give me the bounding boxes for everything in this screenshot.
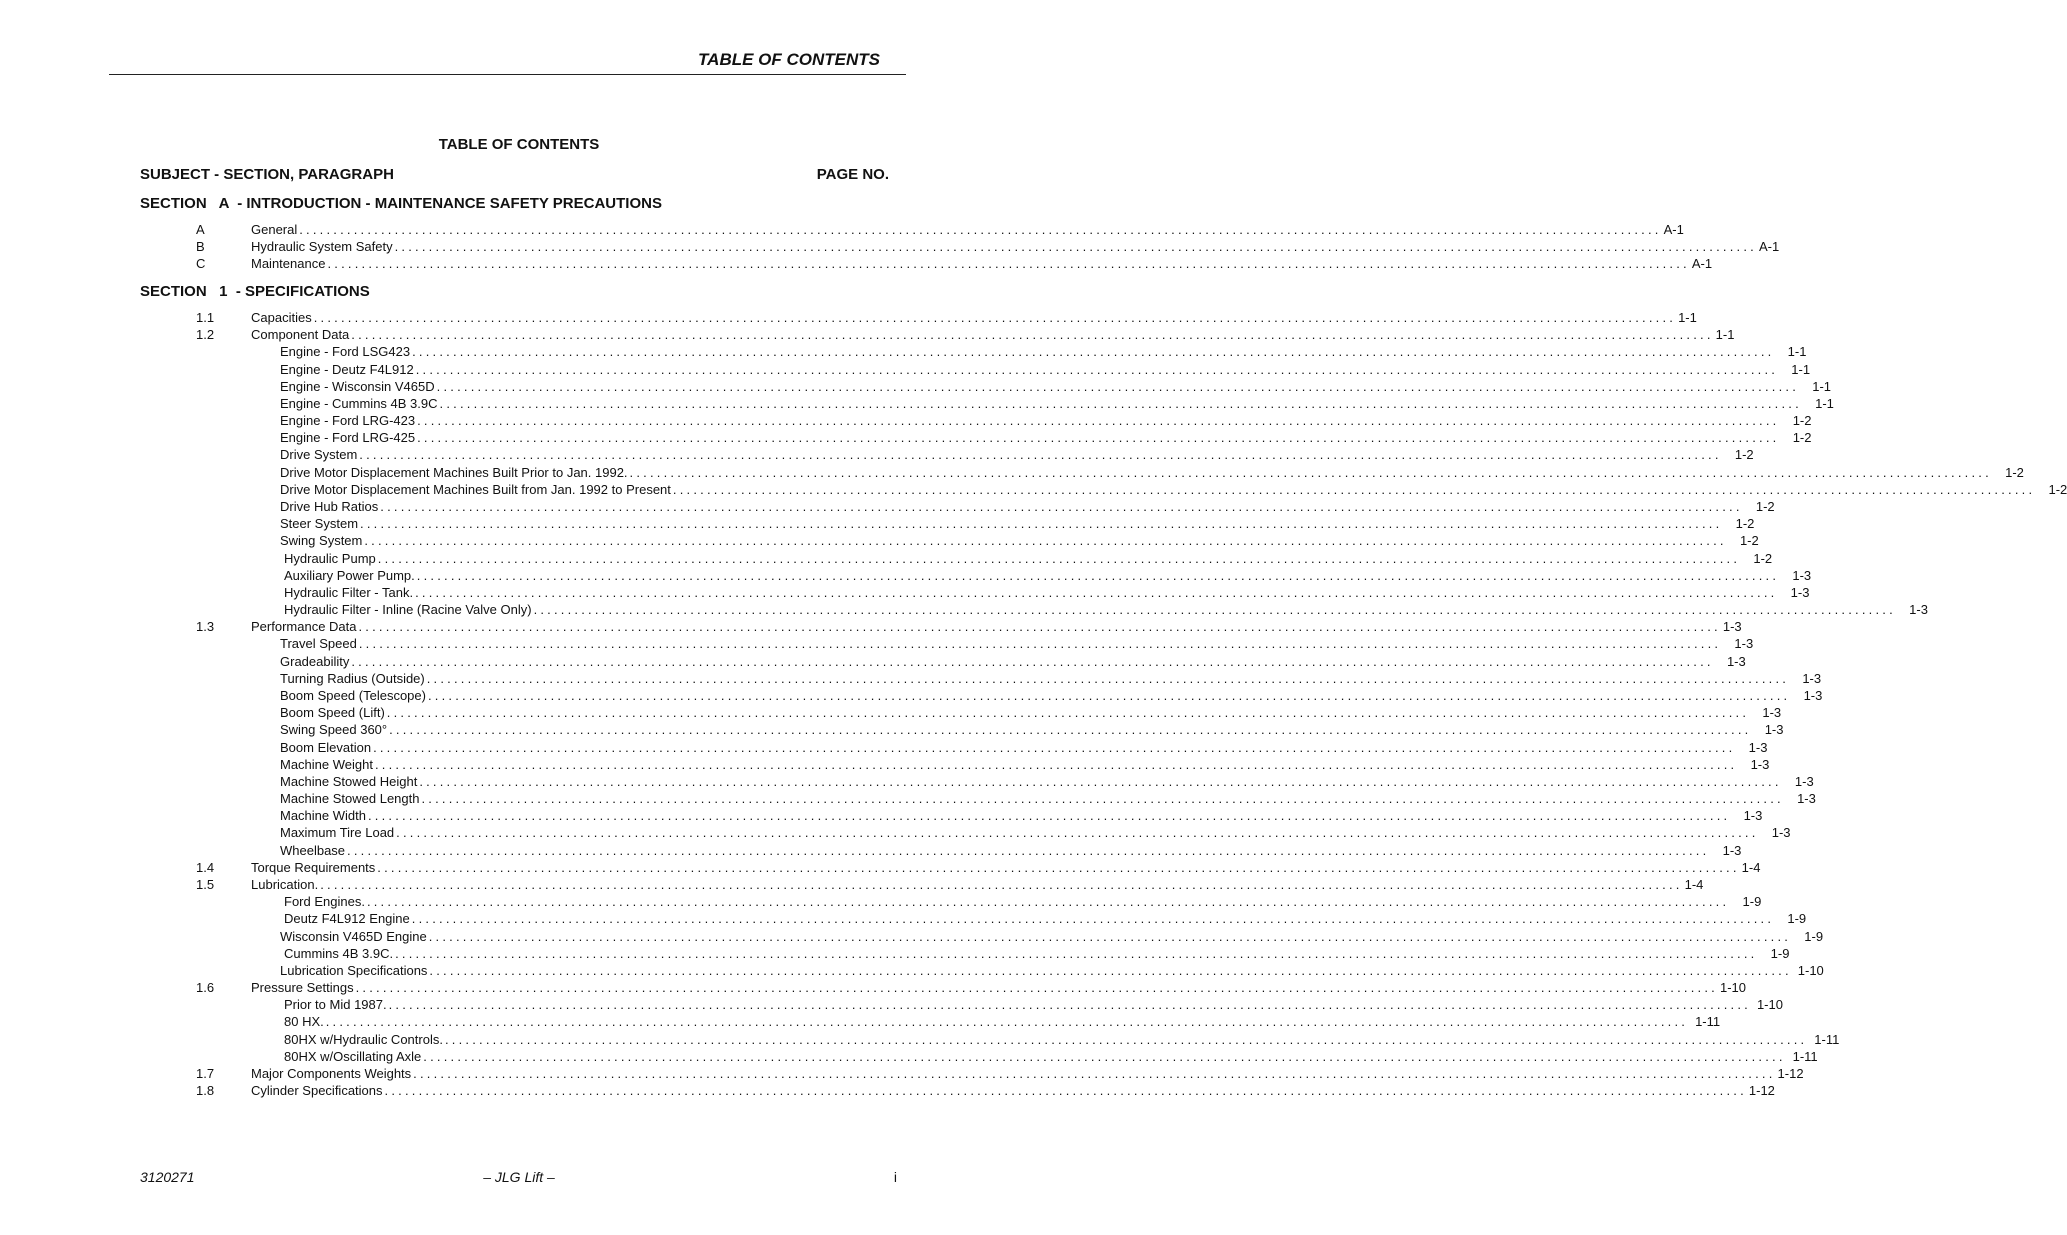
toc-leader-dots: ........................................................................................................................................................................................................ bbox=[325, 1014, 1689, 1030]
toc-entry[interactable] bbox=[0, 653, 1746, 670]
toc-leader-dots: ........................................................................................................................................................................................................ bbox=[367, 808, 1731, 824]
toc-leader-dots: ........................................................................................................................................................................................................ bbox=[416, 567, 1780, 583]
toc-entry-title: General bbox=[251, 222, 298, 237]
toc-entry[interactable] bbox=[0, 773, 1814, 790]
section-heading: SECTION 1 - SPECIFICATIONS bbox=[140, 283, 370, 300]
toc-entry[interactable] bbox=[0, 721, 1784, 738]
toc-entry-page: 1-3 bbox=[1764, 722, 1784, 738]
toc-leader-dots: ........................................................................................................................................................................................................ bbox=[396, 825, 1759, 841]
toc-entry-page: 1-3 bbox=[1794, 773, 1814, 789]
toc-leader-dots: ........................................................................................................................................................................................................ bbox=[299, 222, 1662, 237]
toc-entry[interactable] bbox=[0, 221, 1684, 238]
toc-entry-page: 1-11 bbox=[1792, 1048, 1818, 1064]
toc-entry[interactable] bbox=[0, 876, 1704, 893]
page-number-heading: PAGE NO. bbox=[816, 166, 889, 183]
toc-entry-number: 1.8 bbox=[196, 1083, 215, 1099]
toc-leader-dots: ........................................................................................................................................................................................................ bbox=[358, 636, 1722, 652]
toc-entry[interactable] bbox=[0, 635, 1754, 652]
toc-leader-dots: ........................................................................................................................................................................................................ bbox=[384, 1083, 1747, 1099]
toc-entry[interactable] bbox=[0, 567, 1812, 584]
toc-title: TABLE OF CONTENTS bbox=[438, 136, 600, 153]
toc-entry-title: Drive Hub Ratios bbox=[280, 499, 379, 514]
toc-leader-dots: ........................................................................................................................................................................................................ bbox=[427, 688, 1791, 703]
footer-page-number: i bbox=[893, 1169, 897, 1185]
toc-entry-page: A-1 bbox=[1663, 222, 1684, 237]
toc-leader-dots: ........................................................................................................................................................................................................ bbox=[428, 928, 1792, 944]
toc-entry[interactable] bbox=[0, 238, 1780, 255]
toc-entry-number: 1.4 bbox=[196, 859, 215, 875]
toc-entry[interactable] bbox=[0, 704, 1782, 721]
toc-entry-title: Wheelbase bbox=[280, 842, 346, 858]
toc-entry-title: Lubrication Specifications bbox=[280, 962, 428, 978]
toc-entry-page: 1-4 bbox=[1684, 876, 1704, 892]
toc-entry-page: 1-1 bbox=[1678, 310, 1697, 325]
toc-entry-title: Hydraulic Filter - Tank. bbox=[284, 584, 414, 600]
toc-leader-dots: ........................................................................................................................................................................................................ bbox=[313, 310, 1677, 325]
toc-entry-page: 1-2 bbox=[2048, 481, 2067, 497]
toc-leader-dots: ........................................................................................................................................................................................................ bbox=[351, 327, 1714, 343]
toc-entry-number: 1.3 bbox=[196, 619, 215, 635]
toc-entry-title: Major Components Weights bbox=[251, 1065, 412, 1081]
toc-entry[interactable] bbox=[0, 378, 1832, 395]
footer-company: – JLG Lift – bbox=[483, 1169, 555, 1185]
toc-entry-page: 1-9 bbox=[1770, 945, 1790, 961]
toc-entry-title: Hydraulic Pump bbox=[284, 550, 376, 566]
toc-entry-title: Auxiliary Power Pump. bbox=[284, 567, 415, 583]
toc-leader-dots: ........................................................................................................................................................................................................ bbox=[389, 722, 1752, 738]
toc-entry-title: Boom Elevation bbox=[280, 739, 372, 755]
toc-entry-page: A-1 bbox=[1691, 256, 1713, 272]
toc-entry[interactable] bbox=[0, 1013, 1721, 1030]
toc-leader-dots: ........................................................................................................................................................................................................ bbox=[426, 670, 1790, 686]
toc-leader-dots: ........................................................................................................................................................................................................ bbox=[439, 395, 1802, 411]
toc-entry-page: 1-3 bbox=[1771, 825, 1791, 841]
toc-entry-title: Ford Engines. bbox=[284, 894, 365, 910]
toc-entry-page: 1-10 bbox=[1719, 980, 1747, 995]
toc-entry-page: 1-12 bbox=[1777, 1065, 1804, 1081]
toc-entry-number: C bbox=[196, 256, 206, 272]
toc-leader-dots: ........................................................................................................................................................................................................ bbox=[364, 533, 1727, 549]
toc-entry-title: Engine - Ford LRG-423 bbox=[280, 413, 416, 429]
toc-entry[interactable] bbox=[0, 361, 1811, 378]
toc-entry-page: 1-3 bbox=[1722, 842, 1742, 858]
toc-entry-page: 1-1 bbox=[1812, 378, 1832, 394]
toc-entry-title: Wisconsin V465D Engine bbox=[280, 928, 427, 944]
toc-entry-title: Maintenance bbox=[251, 256, 326, 272]
toc-entry-page: 1-3 bbox=[1797, 791, 1816, 806]
toc-entry[interactable] bbox=[0, 429, 1812, 446]
toc-entry[interactable] bbox=[0, 601, 1928, 618]
toc-entry[interactable] bbox=[0, 464, 2024, 481]
toc-leader-dots: ........................................................................................................................................................................................................ bbox=[444, 1031, 1808, 1047]
toc-entry-title: Engine - Deutz F4L912 bbox=[280, 361, 414, 377]
toc-entry[interactable] bbox=[0, 412, 1812, 429]
toc-entry-title: Prior to Mid 1987. bbox=[284, 997, 387, 1013]
toc-leader-dots: ........................................................................................................................................................................................................ bbox=[388, 997, 1751, 1013]
toc-entry-page: 1-11 bbox=[1695, 1014, 1721, 1030]
toc-entry-page: 1-4 bbox=[1741, 859, 1761, 875]
toc-entry-page: 1-3 bbox=[1762, 705, 1782, 721]
toc-entry-title: Drive System bbox=[280, 447, 358, 463]
toc-leader-dots: ........................................................................................................................................................................................................ bbox=[360, 516, 1723, 532]
toc-entry-title: Hydraulic Filter - Inline (Racine Valve Only) bbox=[284, 602, 532, 618]
toc-entry-page: 1-3 bbox=[1722, 619, 1742, 635]
toc-leader-dots: ........................................................................................................................................................................................................ bbox=[533, 602, 1896, 618]
toc-leader-dots: ........................................................................................................................................................................................................ bbox=[629, 464, 1992, 480]
toc-leader-dots: ........................................................................................................................................................................................................ bbox=[417, 430, 1780, 446]
toc-leader-dots: ........................................................................................................................................................................................................ bbox=[380, 499, 1743, 514]
toc-leader-dots: ........................................................................................................................................................................................................ bbox=[429, 962, 1792, 978]
toc-leader-dots: ........................................................................................................................................................................................................ bbox=[413, 1065, 1776, 1081]
toc-entry-number: 1.5 bbox=[196, 876, 215, 892]
toc-leader-dots: ........................................................................................................................................................................................................ bbox=[415, 584, 1778, 600]
toc-entry-title: Engine - Ford LSG423 bbox=[280, 344, 411, 360]
toc-entry[interactable] bbox=[0, 996, 1783, 1013]
toc-leader-dots: ........................................................................................................................................................................................................ bbox=[377, 550, 1741, 566]
toc-entry[interactable] bbox=[0, 446, 1754, 463]
toc-entry[interactable] bbox=[0, 739, 1768, 756]
toc-entry-title: Travel Speed bbox=[280, 636, 357, 652]
toc-entry-page: 1-1 bbox=[1715, 327, 1735, 343]
toc-entry-title: 80HX w/Oscillating Axle bbox=[284, 1048, 422, 1064]
toc-entry[interactable] bbox=[0, 928, 1824, 945]
toc-leader-dots: ........................................................................................................................................................................................................ bbox=[347, 842, 1710, 858]
toc-entry[interactable] bbox=[0, 395, 1834, 412]
toc-entry-page: 1-3 bbox=[1792, 567, 1812, 583]
toc-entry-title: Machine Width bbox=[280, 808, 366, 824]
toc-entry[interactable] bbox=[0, 1082, 1775, 1099]
toc-entry[interactable] bbox=[0, 824, 1791, 841]
toc-entry-number: B bbox=[196, 239, 205, 255]
toc-entry-title: Hydraulic System Safety bbox=[251, 239, 393, 255]
toc-entry-title: Cummins 4B 3.9C. bbox=[284, 945, 394, 961]
toc-entry[interactable] bbox=[0, 859, 1761, 876]
toc-entry[interactable] bbox=[0, 255, 1713, 272]
toc-entry-page: 1-2 bbox=[1739, 533, 1759, 549]
toc-entry-number: 1.1 bbox=[196, 310, 215, 325]
toc-leader-dots: ........................................................................................................................................................................................................ bbox=[351, 653, 1714, 669]
toc-entry-page: 1-2 bbox=[1753, 550, 1773, 566]
toc-entry-page: 1-10 bbox=[1756, 997, 1783, 1013]
toc-entry-title: Engine - Ford LRG-425 bbox=[280, 430, 416, 446]
toc-entry[interactable] bbox=[0, 326, 1735, 343]
toc-entry[interactable] bbox=[0, 584, 1810, 601]
toc-entry-title: Machine Weight bbox=[280, 756, 373, 772]
toc-entry-page: 1-3 bbox=[1790, 584, 1810, 600]
toc-entry-page: 1-3 bbox=[1726, 653, 1746, 669]
toc-entry-title: Capacities bbox=[251, 310, 312, 325]
toc-entry-title: Gradeability bbox=[280, 653, 350, 669]
toc-entry[interactable] bbox=[0, 807, 1763, 824]
toc-entry-page: 1-2 bbox=[1755, 499, 1775, 514]
toc-entry-title: Pressure Settings bbox=[251, 980, 354, 995]
toc-entry-title: Engine - Wisconsin V465D bbox=[280, 378, 435, 394]
toc-entry-page: 1-1 bbox=[1791, 361, 1811, 377]
toc-entry-page: 1-3 bbox=[1743, 808, 1763, 824]
toc-entry[interactable] bbox=[0, 1031, 1840, 1048]
toc-entry-page: 1-3 bbox=[1802, 670, 1822, 686]
toc-entry-page: 1-2 bbox=[1735, 516, 1755, 532]
toc-leader-dots: ........................................................................................................................................................................................................ bbox=[374, 756, 1738, 772]
section-heading: SECTION A - INTRODUCTION - MAINTENANCE SAFETY PRECAUTIONS bbox=[140, 195, 662, 212]
toc-entry-number: A bbox=[196, 222, 205, 237]
toc-leader-dots: ........................................................................................................................................................................................................ bbox=[327, 256, 1690, 272]
toc-entry-title: 80HX w/Hydraulic Controls. bbox=[284, 1031, 443, 1047]
toc-entry-page: A-1 bbox=[1758, 239, 1780, 255]
toc-leader-dots: ........................................................................................................................................................................................................ bbox=[366, 894, 1730, 910]
toc-leader-dots: ........................................................................................................................................................................................................ bbox=[377, 859, 1740, 875]
toc-leader-dots: ........................................................................................................................................................................................................ bbox=[355, 980, 1718, 995]
toc-entry-title: Component Data bbox=[251, 327, 350, 343]
toc-entry-page: 1-2 bbox=[1792, 430, 1812, 446]
toc-leader-dots: ........................................................................................................................................................................................................ bbox=[423, 1048, 1786, 1064]
toc-entry-page: 1-9 bbox=[1804, 928, 1824, 944]
toc-leader-dots: ........................................................................................................................................................................................................ bbox=[672, 481, 2036, 497]
toc-entry[interactable] bbox=[0, 309, 1697, 326]
toc-entry-title: Swing System bbox=[280, 533, 363, 549]
toc-entry-title: Drive Motor Displacement Machines Built Prior to Jan. 1992. bbox=[280, 464, 628, 480]
toc-entry-page: 1-3 bbox=[1748, 739, 1768, 755]
toc-entry-page: 1-3 bbox=[1803, 688, 1823, 703]
toc-entry[interactable] bbox=[0, 1065, 1804, 1082]
toc-entry-page: 1-3 bbox=[1750, 756, 1770, 772]
toc-entry-title: Performance Data bbox=[251, 619, 357, 635]
subject-heading: SUBJECT - SECTION, PARAGRAPH bbox=[140, 166, 394, 183]
toc-entry-page: 1-9 bbox=[1787, 911, 1807, 927]
toc-entry-title: Deutz F4L912 Engine bbox=[284, 911, 410, 927]
toc-entry-page: 1-3 bbox=[1909, 602, 1928, 618]
toc-entry-page: 1-9 bbox=[1742, 894, 1762, 910]
toc-entry-page: 1-10 bbox=[1797, 962, 1824, 978]
toc-entry-page: 1-3 bbox=[1734, 636, 1754, 652]
toc-entry[interactable] bbox=[0, 979, 1747, 996]
toc-entry-page: 1-1 bbox=[1815, 395, 1834, 411]
toc-entry-page: 1-2 bbox=[1734, 447, 1754, 463]
toc-entry[interactable] bbox=[0, 498, 1775, 515]
toc-entry[interactable] bbox=[0, 962, 1824, 979]
toc-entry[interactable] bbox=[0, 618, 1742, 635]
toc-entry-title: Maximum Tire Load bbox=[280, 825, 395, 841]
toc-entry-page: 1-12 bbox=[1748, 1083, 1775, 1099]
header-rule bbox=[109, 74, 906, 75]
toc-entry[interactable] bbox=[0, 343, 1807, 360]
toc-entry-page: 1-2 bbox=[1792, 413, 1812, 429]
toc-entry-title: Cylinder Specifications bbox=[251, 1083, 383, 1099]
toc-leader-dots: ........................................................................................................................................................................................................ bbox=[373, 739, 1736, 755]
toc-entry[interactable] bbox=[0, 756, 1770, 773]
toc-entry-title: Machine Stowed Length bbox=[280, 791, 420, 806]
toc-entry-page: 1-1 bbox=[1787, 344, 1807, 360]
toc-leader-dots: ........................................................................................................................................................................................................ bbox=[436, 378, 1800, 394]
toc-entry[interactable] bbox=[0, 670, 1822, 687]
toc-entry-title: 80 HX. bbox=[284, 1014, 324, 1030]
toc-entry[interactable] bbox=[0, 790, 1816, 807]
toc-entry-title: Turning Radius (Outside) bbox=[280, 670, 425, 686]
toc-entry[interactable] bbox=[0, 687, 1823, 704]
toc-entry-title: Boom Speed (Telescope) bbox=[280, 688, 426, 703]
toc-leader-dots: ........................................................................................................................................................................................................ bbox=[359, 447, 1722, 463]
toc-entry-number: 1.6 bbox=[196, 980, 215, 995]
toc-leader-dots: ........................................................................................................................................................................................................ bbox=[395, 945, 1758, 961]
toc-entry[interactable] bbox=[0, 893, 1762, 910]
toc-leader-dots: ........................................................................................................................................................................................................ bbox=[411, 911, 1775, 927]
toc-entry-title: Steer System bbox=[280, 516, 359, 532]
toc-entry-number: 1.2 bbox=[196, 327, 215, 343]
footer-doc-number: 3120271 bbox=[140, 1169, 195, 1185]
toc-entry-title: Engine - Cummins 4B 3.9C bbox=[280, 395, 438, 411]
toc-leader-dots: ........................................................................................................................................................................................................ bbox=[320, 876, 1683, 892]
toc-entry[interactable] bbox=[0, 945, 1790, 962]
toc-entry-title: Drive Motor Displacement Machines Built from Jan. 1992 to Present bbox=[280, 481, 671, 497]
toc-entry[interactable] bbox=[0, 532, 1759, 549]
toc-leader-dots: ........................................................................................................................................................................................................ bbox=[417, 413, 1780, 429]
toc-entry-title: Boom Speed (Lift) bbox=[280, 705, 385, 721]
toc-entry-page: 1-11 bbox=[1814, 1031, 1840, 1047]
toc-leader-dots: ........................................................................................................................................................................................................ bbox=[358, 619, 1721, 635]
toc-entry[interactable] bbox=[0, 481, 2067, 498]
toc-entry-title: Swing Speed 360° bbox=[280, 722, 388, 738]
toc-entry[interactable] bbox=[0, 550, 1773, 567]
header-title: TABLE OF CONTENTS bbox=[698, 50, 880, 69]
toc-leader-dots: ........................................................................................................................................................................................................ bbox=[419, 773, 1782, 789]
toc-entry-title: Torque Requirements bbox=[251, 859, 376, 875]
toc-entry[interactable] bbox=[0, 515, 1755, 532]
toc-entry[interactable] bbox=[0, 1048, 1818, 1065]
toc-entry-title: Lubrication. bbox=[251, 876, 319, 892]
toc-entry[interactable] bbox=[0, 842, 1742, 859]
toc-leader-dots: ........................................................................................................................................................................................................ bbox=[394, 239, 1757, 255]
toc-leader-dots: ........................................................................................................................................................................................................ bbox=[421, 791, 1784, 806]
toc-entry-title: Machine Stowed Height bbox=[280, 773, 418, 789]
toc-entry[interactable] bbox=[0, 910, 1807, 927]
toc-entry-number: 1.7 bbox=[196, 1065, 215, 1081]
toc-entry-page: 1-2 bbox=[2005, 464, 2024, 480]
toc-leader-dots: ........................................................................................................................................................................................................ bbox=[412, 344, 1775, 360]
toc-leader-dots: ........................................................................................................................................................................................................ bbox=[415, 361, 1779, 377]
toc-leader-dots: ........................................................................................................................................................................................................ bbox=[386, 705, 1750, 721]
